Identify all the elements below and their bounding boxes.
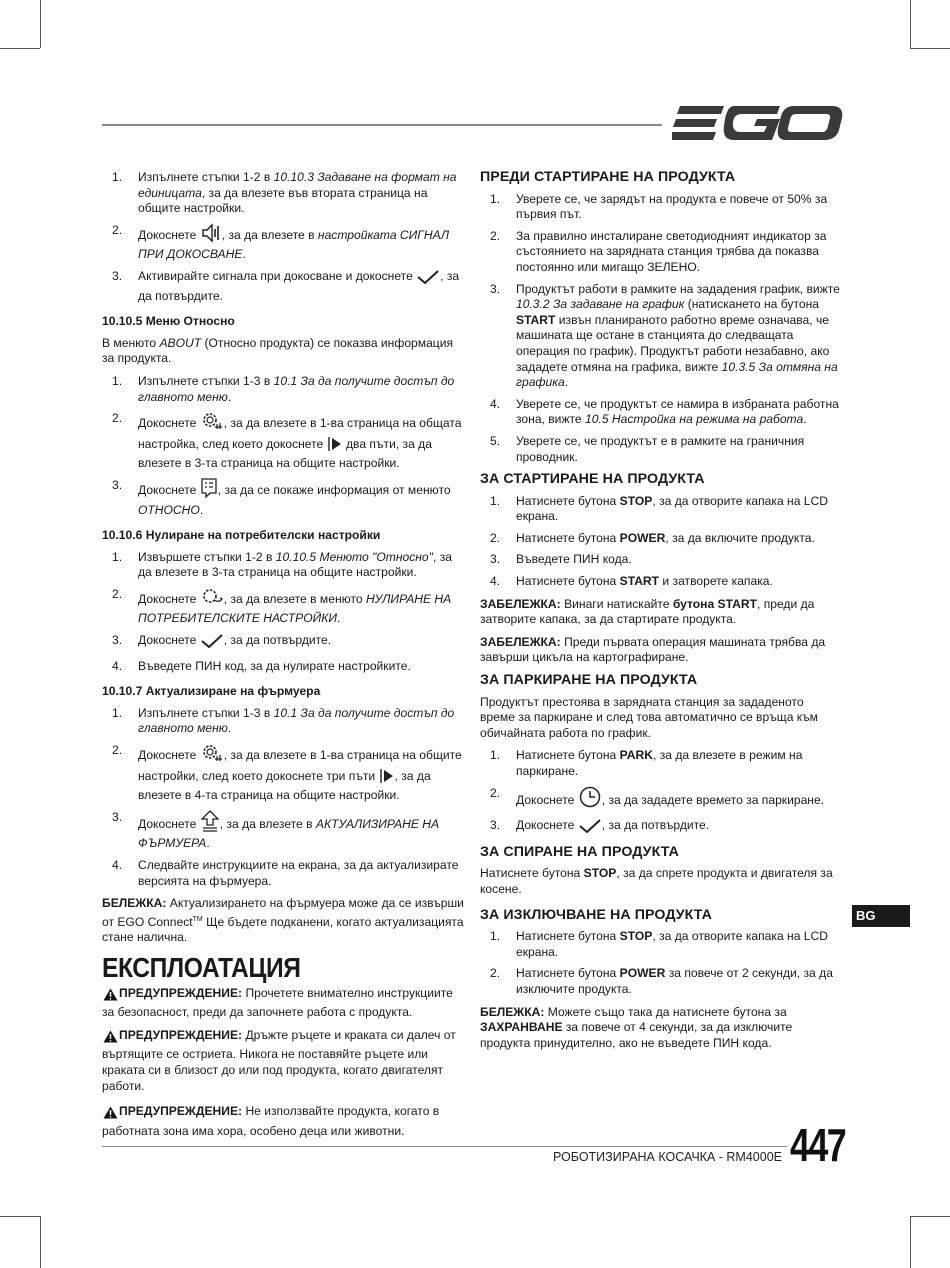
- list-item: 5. Уверете се, че продуктът е в рамките на граничния проводник.: [490, 433, 805, 464]
- header-rule: [102, 124, 662, 126]
- list-item: 4. Въведете ПИН код, за да нулирате настройките.: [112, 658, 411, 673]
- checkmark-icon: [579, 819, 601, 838]
- start-note: ЗАБЕЛЕЖКА: Винаги натискайте бутона START, преди да затворите капака, за да стартирате продукта.: [480, 596, 815, 627]
- language-tab: BG: [852, 905, 910, 927]
- list-item: 4. Следвайте инструкциите на екрана, за да актуализирате версията на фърмуера.: [112, 858, 459, 888]
- footer-product-name: РОБОТИЗИРАНА КОСАЧКА - RM4000E: [552, 1150, 782, 1164]
- warning-block: ПРЕДУПРЕЖДЕНИЕ: Прочетете внимателно инструкциите за безопасност, преди да започнете работа с продукта.: [102, 985, 453, 1020]
- about-intro: В менюто ABOUT (Относно продукта) се показва информация за продукта.: [102, 335, 454, 366]
- upload-arrow-icon: [201, 810, 219, 837]
- warning-triangle-icon: [103, 988, 118, 1006]
- list-item: 1. Извършете стъпки 1-2 в 10.10.5 Менюто "Относно", за да влезете в 3-та страница на общите настройки.: [112, 549, 452, 580]
- list-item: 1. Натиснете бутона STOP, за да отворите капака на LCD екрана.: [490, 929, 828, 959]
- crop-mark: [0, 48, 40, 49]
- list-item: 1. Натиснете бутона STOP, за да отворите капака на LCD екрана.: [490, 493, 828, 524]
- list-item: 2. Докоснете , за да влезете в 1-ва страница на общите настройки, след което докоснете три пъти , за да влезете в 4-та страница на общите настройки.: [112, 743, 462, 803]
- section-heading-stop: ЗА СПИРАНЕ НА ПРОДУКТА: [480, 843, 679, 860]
- warning-triangle-icon: [103, 1106, 118, 1124]
- list-item: 2. Докоснете , за да влезете в настройката СИГНАЛ ПРИ ДОКОСВАНЕ.: [112, 222, 449, 262]
- crop-mark: [910, 48, 950, 49]
- next-arrow-icon: [380, 768, 394, 789]
- list-item: 2. Натиснете бутона POWER, за да включите продукта.: [490, 530, 815, 545]
- list-item: 1. Изпълнете стъпки 1-3 в 10.1 За да получите достъп до главното меню.: [112, 373, 455, 404]
- list-item: 4. Уверете се, че продуктът се намира в избраната работна зона, вижте 10.5 Настройка на режима на работа.: [490, 396, 839, 427]
- list-item: 1. Изпълнете стъпки 1-2 в 10.10.3 Задаване на формат на единицата, за да влезете във втората страница на общите настройки.: [112, 170, 457, 216]
- section-heading-reset: 10.10.6 Нулиране на потребителски настройки: [102, 528, 381, 543]
- list-item: 1. Изпълнете стъпки 1-3 в 10.1 За да получите достъп до главното меню.: [112, 705, 455, 736]
- section-heading-about: 10.10.5 Меню Относно: [102, 314, 235, 329]
- list-item: 3. Продуктът работи в рамките на зададения график, вижте 10.3.2 За задаване на график (натискането на бутона START извън планираното работно време означава, че машината ще остане в станцията до следващата операция по график). Продуктът работи незабавно, ако зададете отмяна на графика, вижте 10.3.5 За отмяна на графика.: [490, 281, 840, 390]
- start-steps: [480, 494, 840, 590]
- list-item: 4. Натиснете бутона START и затворете капака.: [490, 574, 773, 589]
- list-item: 2. Натиснете бутона POWER за повече от 2 секунди, за да изключите продукта.: [490, 966, 833, 996]
- list-item: 1. Натиснете бутона PARK, за да влезете в режим на паркиране.: [490, 748, 803, 778]
- right-column: [480, 170, 840, 1058]
- info-document-icon: [201, 478, 217, 503]
- list-item: 3. Докоснете , за да влезете в АКТУАЛИЗИРАНЕ НА ФЪРМУЕРА.: [112, 809, 440, 851]
- clock-icon: [579, 786, 601, 813]
- list-item: 3. Докоснете , за да потвърдите.: [480, 818, 840, 838]
- section-heading-power-off: ЗА ИЗКЛЮЧВАНЕ НА ПРОДУКТА: [480, 906, 713, 923]
- power-off-steps: [480, 929, 840, 997]
- section-heading-park: ЗА ПАРКИРАНЕ НА ПРОДУКТА: [480, 672, 698, 689]
- section-heading-start: ЗА СТАРТИРАНЕ НА ПРОДУКТА: [480, 471, 705, 488]
- list-item: 2. Докоснете , за да зададете времето за паркиране.: [480, 786, 840, 813]
- list-item: 2. Докоснете , за да влезете в 1-ва страница на общата настройка, след което докоснете два пъти, за да влезете в 3-та страница на общите настройки.: [112, 411, 462, 471]
- firmware-steps: [102, 706, 466, 889]
- settings-gear-icon: [201, 411, 223, 436]
- ego-logo-icon: [672, 104, 844, 144]
- list-item: 3. Активирайте сигнала при докосване и докоснете , за да потвърдите.: [112, 268, 460, 303]
- firmware-note: БЕЛЕЖКА: Актуализирането на фърмуера може да се извърши от EGO Connect™ Ще бъдете подканени, когато актуализацията стане налична.: [102, 896, 464, 945]
- warning-block: ПРЕДУПРЕЖДЕНИЕ: Не използвайте продукта, когато в работната зона има хора, особено деца или животни.: [102, 1104, 440, 1138]
- before-start-steps: [480, 192, 840, 466]
- crop-mark: [40, 0, 41, 48]
- left-column: [102, 170, 466, 1146]
- crop-mark: [910, 1216, 950, 1217]
- warning-block: ПРЕДУПРЕЖДЕНИЕ: Дръжте ръцете и краката си далеч от въртящите се остриета. Никога не поставяйте ръцете или краката си в близост до или под продукта, когато двигателят работи.: [102, 1027, 456, 1093]
- list-item: 2. За правилно инсталиране светодиодният индикатор за състоянието на зарядната станция трябва да показва постоянно или мигащо ЗЕЛЕНО.: [490, 228, 827, 274]
- park-intro: Продуктът престоява в зарядната станция за зададеното време за паркиране и след това автоматично се връща към обичайната работа по график.: [480, 694, 818, 740]
- park-steps: [480, 748, 840, 837]
- next-arrow-icon: [328, 436, 342, 457]
- reset-gear-icon: [201, 587, 223, 612]
- warning-triangle-icon: [103, 1030, 118, 1048]
- reset-steps: [102, 550, 466, 675]
- list-item: 1. Уверете се, че зарядът на продукта е повече от 50% за първия път.: [490, 191, 828, 222]
- about-steps: [102, 374, 466, 518]
- crop-mark: [910, 1216, 911, 1268]
- list-item: 3. Въведете ПИН кода.: [490, 552, 632, 567]
- page-number: 447: [790, 1119, 846, 1171]
- list-item: 2. Докоснете , за да влезете в менюто НУЛИРАНЕ НА ПОТРЕБИТЕЛСКИТЕ НАСТРОЙКИ.: [112, 586, 452, 626]
- list-item: 3. Докоснете , за да потвърдите.: [102, 633, 466, 653]
- power-off-note: БЕЛЕЖКА: Можете също така да натиснете бутона за ЗАХРАНВАНЕ за повече от 4 секунди, за да изключите продукта принудително, ако не въведете ПИН кода.: [480, 1004, 793, 1050]
- checkmark-icon: [201, 634, 223, 653]
- page-title-operation: ЕКСПЛОАТАЦИЯ: [102, 952, 301, 983]
- display-settings-steps: [102, 170, 466, 304]
- speaker-icon: [201, 223, 221, 248]
- stop-text: Натиснете бутона STOP, за да спрете продукта и двигателя за косене.: [480, 866, 833, 896]
- checkmark-icon: [417, 270, 439, 289]
- footer-rule: [102, 1146, 787, 1147]
- crop-mark: [40, 1216, 41, 1268]
- section-heading-before-start: ПРЕДИ СТАРТИРАНЕ НА ПРОДУКТА: [480, 169, 736, 185]
- settings-gear-icon: [201, 743, 223, 768]
- list-item: 3. Докоснете , за да се покаже информация от менюто ОТНОСНО.: [112, 477, 451, 517]
- crop-mark: [910, 0, 911, 48]
- mapping-note: ЗАБЕЛЕЖКА: Преди първата операция машината трябва да завърши цикъла на картографиране.: [480, 634, 826, 665]
- crop-mark: [0, 1216, 40, 1217]
- ego-logo: [672, 104, 844, 149]
- section-heading-firmware: 10.10.7 Актуализиране на фърмуера: [102, 684, 321, 699]
